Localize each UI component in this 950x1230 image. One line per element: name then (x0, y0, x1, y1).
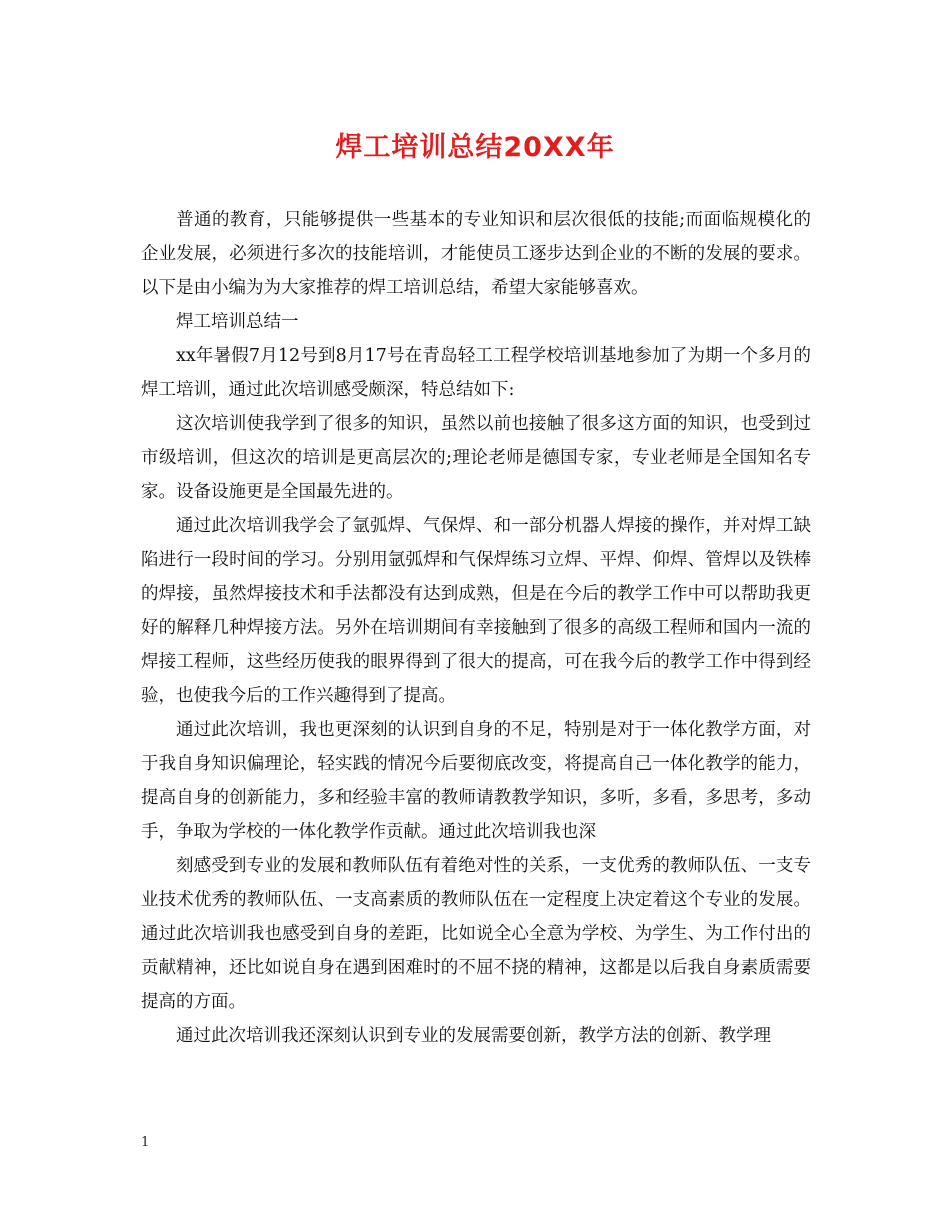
document-title: 焊工培训总结20XX年 (335, 132, 615, 163)
paragraph-knowledge: 这次培训使我学到了很多的知识，虽然以前也接触了很多这方面的知识，也受到过市级培训，但这次的培训是更高层次的;理论老师是德国专家，专业老师是全国知名专家。设备设施更是全国最先进的。 (141, 414, 811, 502)
page-number: 1 (141, 1135, 150, 1150)
paragraph-shortcomings: 通过此次培训，我也更深刻的认识到自身的不足，特别是对于一体化教学方面，对于我自身知识偏理论，轻实践的情况今后要彻底改变，将提高自己一体化教学的能力，提高自身的创新能力，多和经验丰富的教师请教教学知识，多听，多看，多思考，多动手，争取为学校的一体化教学作贡献。通过此次培训我也深 (141, 720, 811, 842)
paragraph-intro: 普通的教育，只能够提供一些基本的专业知识和层次很低的技能;而面临规模化的企业发展，必须进行多次的技能培训，才能使员工逐步达到企业的不断的发展的要求。以下是由小编为为大家推荐的焊工培训总结，希望大家能够喜欢。 (141, 210, 811, 298)
paragraph-welding-skills: 通过此次培训我学会了氩弧焊、气保焊、和一部分机器人焊接的操作，并对焊工缺陷进行一段时间的学习。分别用氩弧焊和气保焊练习立焊、平焊、仰焊、管焊以及铁棒的焊接，虽然焊接技术和手法都没有达到成熟，但是在今后的教学工作中可以帮助我更好的解释几种焊接方法。另外在培训期间有幸接触到了很多的高级工程师和国内一流的焊接工程师，这些经历使我的眼界得到了很大的提高，可在我今后的教学工作中得到经验，也使我今后的工作兴趣得到了提高。 (141, 516, 811, 706)
document-body (141, 203, 811, 1053)
section-heading: 焊工培训总结一 (176, 312, 299, 332)
paragraph-innovation: 通过此次培训我还深刻认识到专业的发展需要创新，教学方法的创新、教学理 (176, 1026, 771, 1046)
paragraph-teacher-team: 刻感受到专业的发展和教师队伍有着绝对性的关系，一支优秀的教师队伍、一支专业技术优秀的教师队伍、一支高素质的教师队伍在一定程度上决定着这个专业的发展。通过此次培训我也感受到自身的差距，比如说全心全意为学校、为学生、为工作付出的贡献精神，还比如说自身在遇到困难时的不屈不挠的精神，这都是以后我自身素质需要提高的方面。 (141, 856, 811, 1012)
paragraph-training-dates: xx年暑假7月12号到8月17号在青岛轻工工程学校培训基地参加了为期一个多月的焊工培训，通过此次培训感受颇深，特总结如下: (141, 346, 811, 400)
